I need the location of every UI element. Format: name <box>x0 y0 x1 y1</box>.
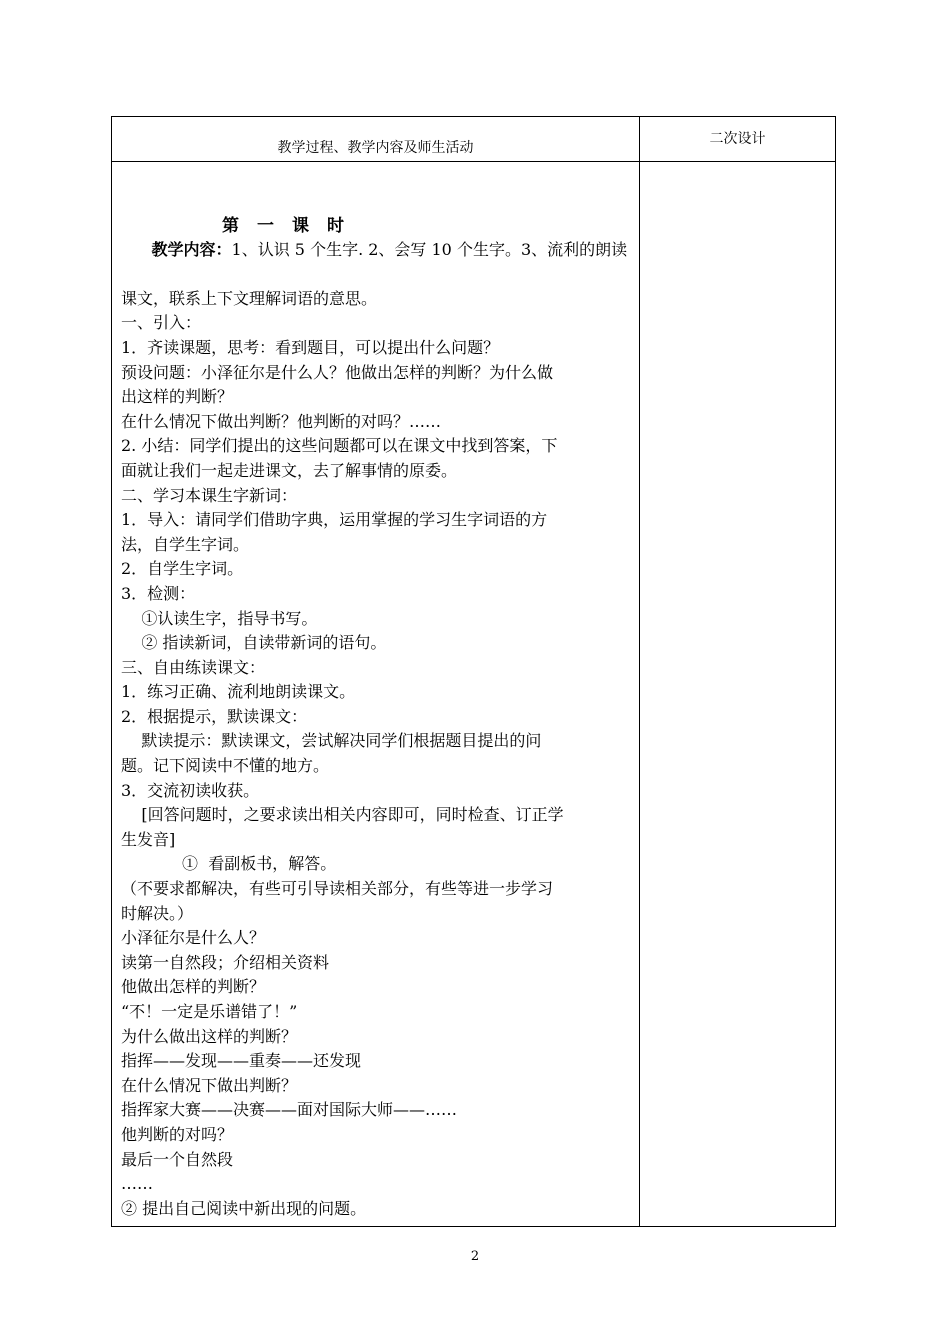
content-line: 面就让我们一起走进课文，去了解事情的原委。 <box>121 460 458 480</box>
content-line: ② 指读新词，自读带新词的语句。 <box>121 633 387 653</box>
content-line: 3．检测： <box>121 583 196 603</box>
teaching-content-text-cont: 课文，联系上下文理解词语的意思。 <box>121 288 378 308</box>
content-line: 二、学习本课生字新词： <box>121 485 298 505</box>
content-line: 指挥家大赛——决赛——面对国际大师——…… <box>121 1100 458 1120</box>
content-line: 2．根据提示，默读课文： <box>121 706 308 726</box>
content-line: 在什么情况下做出判断？ <box>121 1075 298 1095</box>
content-line: 生发音] <box>121 829 176 849</box>
side-column-header: 二次设计 <box>709 131 766 147</box>
content-line: 出这样的判断？ <box>121 387 234 407</box>
content-line: “不！一定是乐谱错了！” <box>121 1002 298 1021</box>
teaching-content-text: 1、认识 5 个生字. 2、会写 10 个生字。3、流利的朗读 <box>231 239 628 259</box>
content-line: 1．练习正确、流利地朗读课文。 <box>121 682 356 702</box>
content-line: 三、自由练读课文： <box>121 657 266 677</box>
page-number: 2 <box>470 1249 480 1264</box>
content-line: [回答问题时，之要求读出相关内容即可，同时检查、订正学 <box>121 805 564 825</box>
main-column-header: 教学过程、教学内容及师生活动 <box>277 140 474 156</box>
teaching-content-line <box>121 213 633 287</box>
lesson-content <box>121 213 633 1221</box>
content-line: 3．交流初读收获。 <box>121 780 260 800</box>
header-divider <box>112 161 835 162</box>
content-line: 他判断的对吗？ <box>121 1124 234 1144</box>
content-line: 为什么做出这样的判断？ <box>121 1026 298 1046</box>
content-line: 小泽征尔是什么人？ <box>121 928 266 948</box>
content-line: 2. 小结：同学们提出的这些问题都可以在课文中找到答案，下 <box>121 436 558 456</box>
content-line: ①认读生字，指导书写。 <box>121 608 318 628</box>
content-line: 预设问题：小泽征尔是什么人？他做出怎样的判断？为什么做 <box>121 362 554 382</box>
content-line: 2．自学生字词。 <box>121 559 244 579</box>
teaching-content-label: 教学内容： <box>151 239 232 259</box>
content-line: 读第一自然段；介绍相关资料 <box>121 952 330 972</box>
column-divider <box>639 117 640 1226</box>
content-line: （不要求都解决，有些可引导读相关部分，有些等进一步学习 <box>121 879 554 899</box>
content-line: ① 看副板书，解答。 <box>121 854 337 874</box>
content-line: 法，自学生字词。 <box>121 534 250 554</box>
content-line: 在什么情况下做出判断？他判断的对吗？…… <box>121 411 442 431</box>
content-line: …… <box>121 1174 153 1194</box>
content-line: 指挥——发现——重奏——还发现 <box>121 1051 362 1071</box>
content-line: 1．齐读课题，思考：看到题目，可以提出什么问题？ <box>121 337 500 357</box>
content-line: 题。记下阅读中不懂的地方。 <box>121 756 330 776</box>
content-lines <box>121 311 633 1221</box>
content-line: 他做出怎样的判断？ <box>121 977 266 997</box>
content-line: 时解决。） <box>121 903 194 923</box>
content-line: 一、引入： <box>121 313 202 333</box>
content-line: 最后一个自然段 <box>121 1149 234 1169</box>
lesson-table <box>111 116 836 1227</box>
lesson-title: 第一课时 <box>222 216 362 236</box>
content-line: 1．导入：请同学们借助字典，运用掌握的学习生字词语的方 <box>121 510 548 530</box>
content-line: ② 提出自己阅读中新出现的问题。 <box>121 1198 367 1218</box>
content-line: 默读提示：默读课文，尝试解决同学们根据题目提出的问 <box>121 731 542 751</box>
